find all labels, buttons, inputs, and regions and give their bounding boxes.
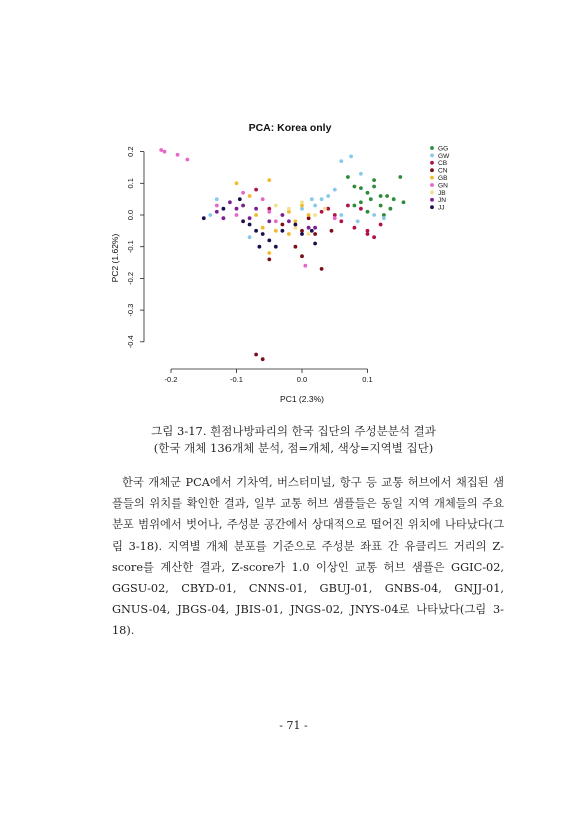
data-point-gw — [313, 204, 317, 208]
data-point-gg — [369, 197, 373, 201]
data-point-jn — [235, 207, 239, 211]
data-point-jj — [300, 232, 304, 236]
x-axis-label: PC1 (2.3%) — [280, 394, 324, 404]
y-axis-label: PC2 (1.62%) — [110, 233, 120, 283]
data-point-jj — [274, 245, 278, 249]
data-point-gb — [267, 251, 271, 255]
data-point-cn — [281, 223, 285, 227]
y-tick-label: -0.2 — [126, 271, 135, 285]
data-point-gb — [248, 194, 252, 198]
data-point-gn — [159, 148, 163, 152]
data-point-gg — [402, 200, 406, 204]
legend-marker-gn — [430, 183, 434, 187]
data-point-cb — [353, 226, 357, 230]
data-point-jn — [228, 200, 232, 204]
data-point-gg — [353, 185, 357, 189]
data-point-gw — [248, 235, 252, 239]
data-point-jn — [254, 207, 258, 211]
legend-marker-cn — [430, 168, 434, 172]
y-tick-label: -0.4 — [126, 335, 135, 349]
data-point-cn — [267, 258, 271, 262]
data-point-gb — [274, 229, 278, 233]
data-point-jb — [313, 213, 317, 217]
data-point-gn — [303, 264, 307, 268]
data-point-gg — [389, 207, 393, 211]
data-point-cb — [372, 235, 376, 239]
data-point-gg — [346, 175, 350, 179]
data-point-gw — [310, 197, 314, 201]
data-point-cb — [359, 207, 363, 211]
data-point-gb — [261, 226, 265, 230]
data-point-jb — [323, 207, 327, 211]
data-point-gw — [326, 194, 330, 198]
data-point-gn — [267, 210, 271, 214]
data-point-gw — [356, 219, 360, 223]
legend-marker-jn — [430, 198, 434, 202]
legend-label-jj: JJ — [438, 204, 445, 212]
data-point-cb — [326, 207, 330, 211]
data-point-jn — [215, 210, 219, 214]
data-point-gb — [267, 178, 271, 182]
data-point-jj — [267, 239, 271, 243]
legend-marker-gb — [430, 176, 434, 180]
data-point-gn — [186, 158, 190, 162]
data-point-gb — [235, 181, 239, 185]
data-point-cb — [320, 210, 324, 214]
x-tick-label: 0.0 — [296, 375, 308, 384]
legend-label-gb: GB — [438, 175, 448, 182]
data-point-jj — [238, 197, 242, 201]
data-point-cn — [294, 245, 298, 249]
data-point-gn — [163, 150, 167, 154]
data-point-gw — [215, 197, 219, 201]
data-point-cn — [300, 254, 304, 258]
data-point-jn — [222, 216, 226, 220]
data-point-cn — [330, 229, 334, 233]
legend-marker-gg — [430, 146, 434, 150]
data-point-jn — [281, 213, 285, 217]
x-tick-label: -0.2 — [164, 375, 178, 384]
data-point-jn — [267, 219, 271, 223]
data-point-jj — [202, 216, 206, 220]
data-point-jb — [300, 200, 304, 204]
data-point-cb — [379, 223, 383, 227]
y-tick-label: -0.3 — [126, 303, 135, 317]
legend-label-jb: JB — [438, 189, 446, 197]
data-point-jn — [313, 226, 317, 230]
data-point-gb — [254, 213, 258, 217]
data-point-gg — [379, 194, 383, 198]
data-point-gw — [382, 216, 386, 220]
data-points — [159, 148, 405, 361]
data-point-gg — [372, 185, 376, 189]
data-point-cn — [254, 353, 258, 357]
data-point-gg — [398, 175, 402, 179]
legend-marker-gw — [430, 154, 434, 158]
data-point-gb — [287, 232, 291, 236]
data-point-gn — [261, 197, 265, 201]
data-point-gg — [366, 191, 370, 195]
data-point-gn — [333, 216, 337, 220]
chart-title: PCA: Korea only — [248, 122, 332, 134]
data-point-jj — [313, 242, 317, 246]
data-point-cb — [339, 219, 343, 223]
data-point-gw — [320, 197, 324, 201]
data-point-cb — [366, 232, 370, 236]
legend-marker-jj — [430, 205, 434, 209]
data-point-gw — [349, 155, 353, 159]
x-tick-label: 0.1 — [362, 375, 373, 384]
data-point-gw — [339, 213, 343, 217]
data-point-cn — [261, 357, 265, 361]
data-point-jn — [248, 216, 252, 220]
legend — [430, 145, 450, 211]
y-axis — [126, 146, 144, 348]
y-tick-label: 0.1 — [126, 178, 135, 189]
data-point-gg — [359, 186, 363, 190]
data-point-jj — [254, 229, 258, 233]
data-point-gg — [353, 204, 357, 208]
data-point-gn — [215, 204, 219, 208]
data-point-gg — [379, 204, 383, 208]
data-point-jj — [248, 223, 252, 227]
data-point-jj — [258, 245, 262, 249]
legend-label-cn: CN — [438, 167, 448, 175]
y-tick-label: 0.0 — [126, 209, 135, 221]
legend-marker-cb — [430, 161, 434, 165]
data-point-jj — [261, 232, 265, 236]
data-point-gg — [359, 200, 363, 204]
data-point-cb — [254, 188, 258, 192]
data-point-gg — [392, 197, 396, 201]
data-point-gn — [274, 219, 278, 223]
data-point-gw — [208, 213, 212, 217]
legend-label-gg: GG — [438, 145, 449, 153]
y-tick-label: 0.2 — [126, 146, 135, 157]
legend-label-gw: GW — [438, 152, 450, 160]
data-point-jn — [241, 204, 245, 208]
data-point-jn — [307, 226, 311, 230]
data-point-jj — [281, 229, 285, 233]
data-point-gw — [333, 188, 337, 192]
data-point-cb — [346, 204, 350, 208]
figure-caption-title: 그림 3-17. 흰점나방파리의 한국 집단의 주성분분석 결과 — [151, 424, 436, 438]
data-point-jn — [287, 219, 291, 223]
x-tick-label: -0.1 — [230, 375, 243, 384]
y-tick-label: -0.1 — [126, 240, 135, 254]
data-point-gw — [372, 213, 376, 217]
data-point-gg — [366, 210, 370, 214]
data-point-cn — [320, 267, 324, 271]
legend-label-cb: CB — [438, 160, 448, 168]
data-point-cn — [313, 232, 317, 236]
x-axis — [165, 369, 373, 384]
data-point-jb — [274, 204, 278, 208]
data-point-jj — [222, 207, 226, 211]
legend-label-jn: JN — [438, 197, 447, 205]
legend-label-gn: GN — [438, 182, 448, 190]
body-paragraph — [112, 472, 504, 642]
data-point-gw — [339, 159, 343, 163]
page-number: - 71 - — [279, 719, 308, 732]
legend-marker-jb — [430, 191, 434, 195]
data-point-gg — [372, 178, 376, 182]
data-point-gw — [359, 172, 363, 176]
data-point-jb — [287, 207, 291, 211]
data-point-gn — [176, 153, 180, 157]
data-point-gn — [241, 191, 245, 195]
body-paragraph-text: 한국 개체군 PCA에서 기차역, 버스터미널, 항구 등 교통 허브에서 채집된 샘플들의 위치를 확인한 결과, 일부 교통 허브 샘플들은 동일 지역 개체들의 주요 분포 범위에서 벗어나, 주성분 공간에서 상대적으로 떨어진 위치에 나타났다(그림 3-18). 지역별 개체 분포를 기준으로 주성분 좌표 간 유클리드 거리의 Z-score를 계산한 결과, Z-score가 1.0 이상인 교통 허브 샘플은 GGIC-02, GGSU-02, CBYD-01, CNNS-01, GBUJ-01, GNBS-04, GNJJ-01, GNUS-04, JBGS-04, JBIS-01, JNGS-02, JNYS-04로 나타났다(그림 3-18). — [112, 476, 504, 638]
data-point-gg — [385, 194, 389, 198]
data-point-gb — [307, 213, 311, 217]
data-point-jj — [294, 223, 298, 227]
data-point-gn — [235, 213, 239, 217]
data-point-jb — [307, 232, 311, 236]
data-point-jj — [310, 229, 314, 233]
data-point-jj — [241, 219, 245, 223]
figure-caption-subtitle: (한국 개체 136개체 분석, 점=개체, 색상=지역별 집단) — [153, 441, 434, 455]
